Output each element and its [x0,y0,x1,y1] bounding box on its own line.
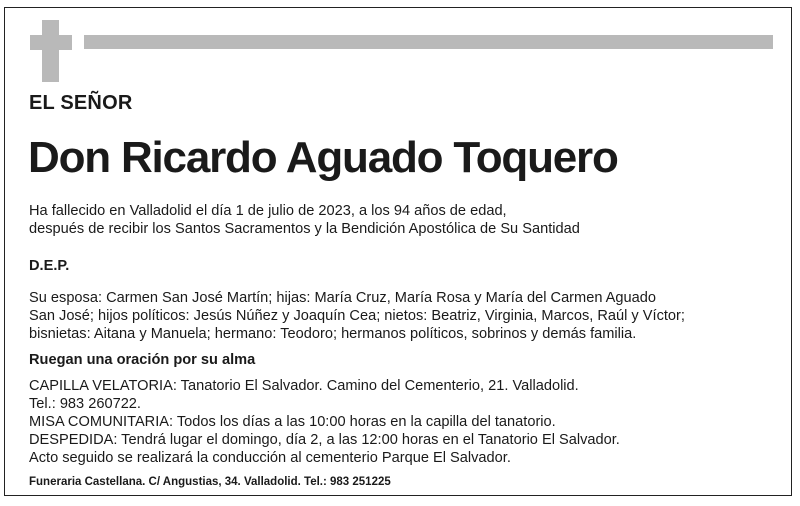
family-line-3: bisnietas: Aitana y Manuela; hermano: Teodoro; hermanos políticos, sobrinos y demás familia. [29,326,637,342]
funeral-home-footer: Funeraria Castellana. C/ Angustias, 34. Valladolid. Tel.: 983 251225 [29,476,391,488]
details-line-2: Tel.: 983 260722. [29,396,141,412]
prayer-request: Ruegan una oración por su alma [29,352,256,368]
cross-icon-horizontal [30,35,72,50]
family-line-2: San José; hijos políticos: Jesús Núñez y Joaquín Cea; nietos: Beatriz, Virginia, Marcos, Raúl y Víctor; [29,308,685,324]
header-divider-bar [84,35,773,49]
announcement-line-1: Ha fallecido en Valladolid el día 1 de julio de 2023, a los 94 años de edad, [29,203,507,219]
details-line-3: MISA COMUNITARIA: Todos los días a las 10:00 horas en la capilla del tanatorio. [29,414,556,430]
rip-text: D.E.P. [29,258,70,274]
details-line-5: Acto seguido se realizará la conducción al cementerio Parque El Salvador. [29,450,511,466]
cross-icon-vertical [42,20,59,82]
family-line-1: Su esposa: Carmen San José Martín; hijas: María Cruz, María Rosa y María del Carmen Aguado [29,290,656,306]
details-line-4: DESPEDIDA: Tendrá lugar el domingo, día 2, a las 12:00 horas en el Tanatorio El Salvador. [29,432,620,448]
details-line-1: CAPILLA VELATORIA: Tanatorio El Salvador. Camino del Cementerio, 21. Valladolid. [29,378,579,394]
deceased-name: Don Ricardo Aguado Toquero [28,133,618,182]
title-prefix: EL SEÑOR [29,92,133,114]
announcement-line-2: después de recibir los Santos Sacramentos y la Bendición Apostólica de Su Santidad [29,221,580,237]
